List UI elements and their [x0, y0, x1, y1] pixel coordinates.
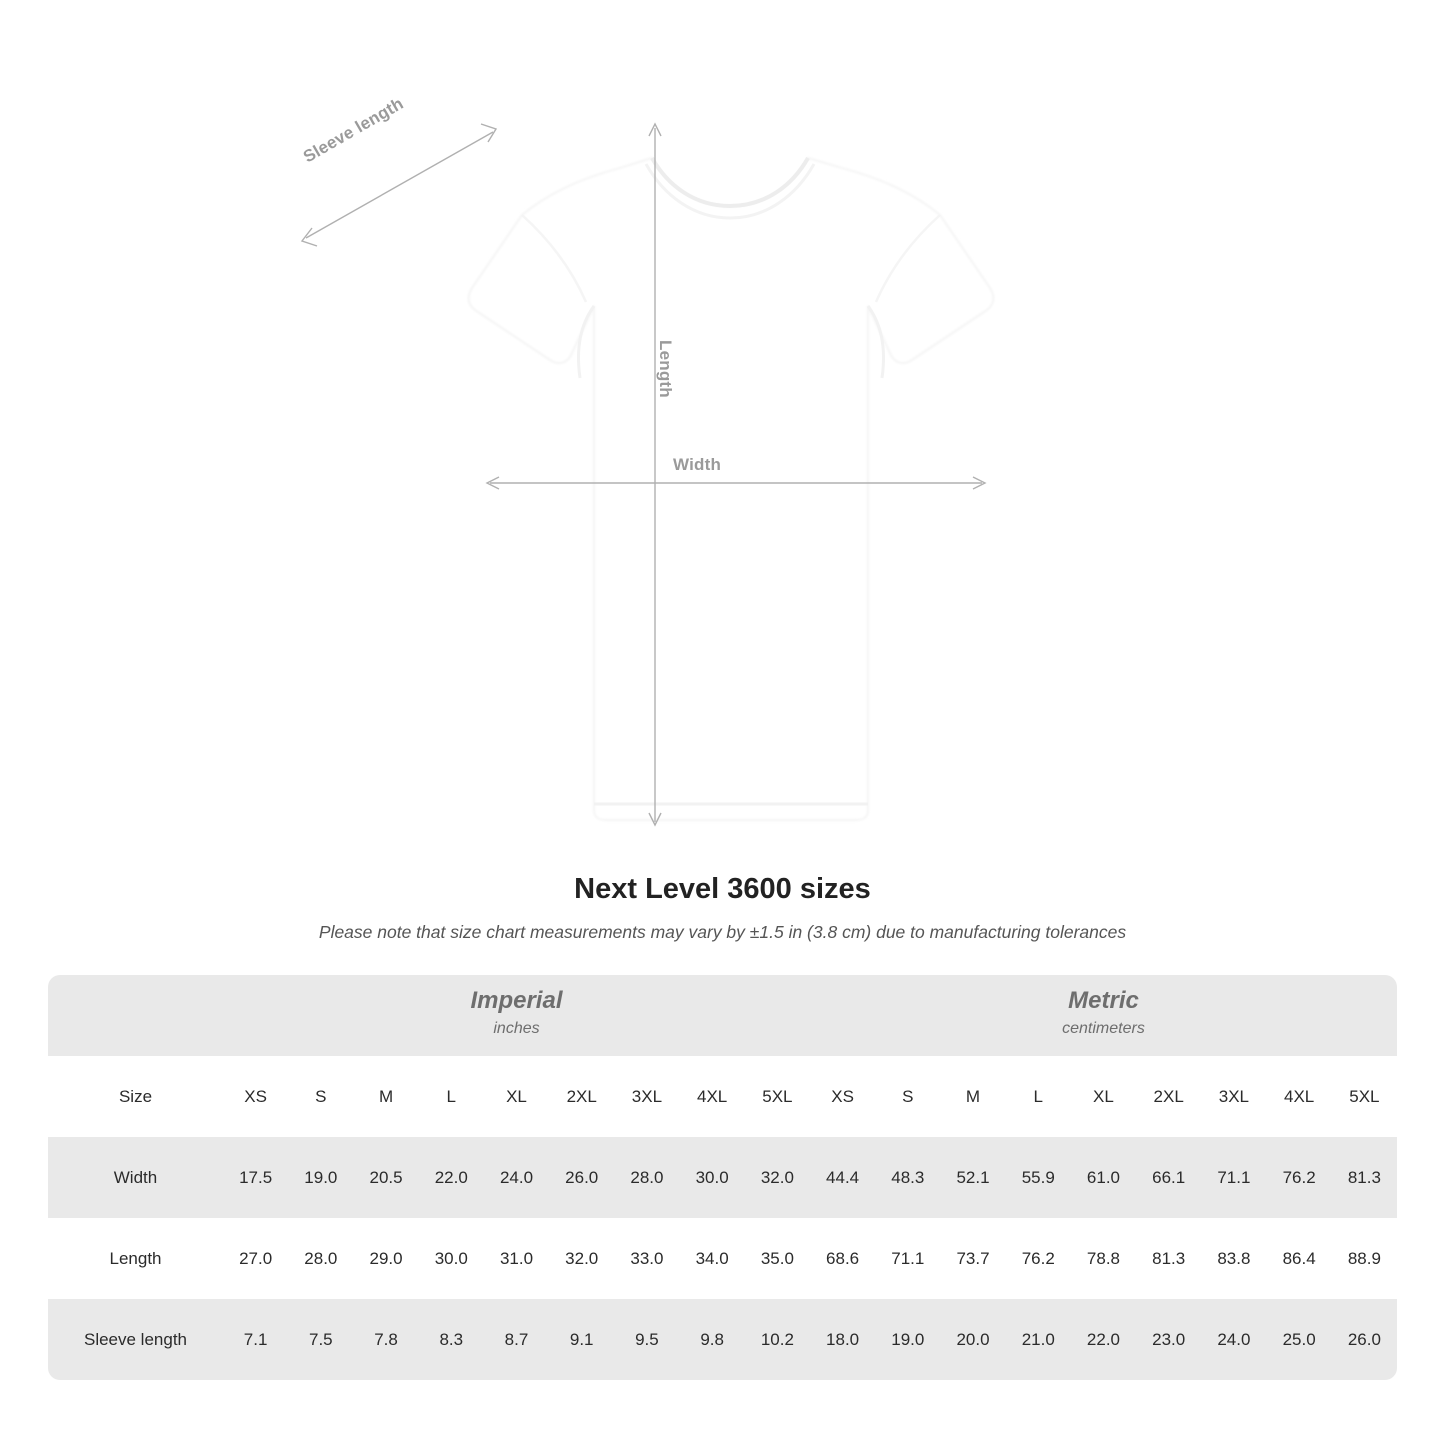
size-column-header: L — [1006, 1056, 1071, 1137]
table-cell: 17.5 — [223, 1137, 288, 1218]
table-cell: 7.8 — [353, 1299, 418, 1380]
table-cell: 19.0 — [875, 1299, 940, 1380]
size-column-header: 3XL — [1201, 1056, 1266, 1137]
table-cell: 83.8 — [1201, 1218, 1266, 1299]
shirt-illustration — [290, 110, 1160, 830]
table-cell: 30.0 — [680, 1137, 745, 1218]
unit-group-metric — [810, 975, 1397, 1056]
table-cell: 28.0 — [614, 1137, 679, 1218]
table-cell: 33.0 — [614, 1218, 679, 1299]
table-cell: 24.0 — [484, 1137, 549, 1218]
table-cell: 9.1 — [549, 1299, 614, 1380]
size-column-header: XS — [810, 1056, 875, 1137]
sleeve-length-label: Sleeve length — [300, 93, 407, 167]
length-label: Length — [656, 340, 675, 398]
table-cell: 20.5 — [353, 1137, 418, 1218]
size-table — [48, 975, 1397, 1380]
table-row — [48, 1137, 1397, 1218]
table-cell: 8.3 — [419, 1299, 484, 1380]
size-column-header: 4XL — [1267, 1056, 1332, 1137]
table-cell: 21.0 — [1006, 1299, 1071, 1380]
size-column-header: M — [940, 1056, 1005, 1137]
table-cell: 30.0 — [419, 1218, 484, 1299]
table-cell: 8.7 — [484, 1299, 549, 1380]
tshirt-outline — [469, 158, 994, 820]
table-cell: 73.7 — [940, 1218, 1005, 1299]
table-cell: 55.9 — [1006, 1137, 1071, 1218]
table-cell: 71.1 — [875, 1218, 940, 1299]
table-cell: 7.1 — [223, 1299, 288, 1380]
size-column-header: 4XL — [680, 1056, 745, 1137]
size-column-header: S — [288, 1056, 353, 1137]
size-column-header: M — [353, 1056, 418, 1137]
table-cell: 22.0 — [419, 1137, 484, 1218]
unit-unit-label: inches — [493, 1019, 540, 1037]
table-row — [48, 1218, 1397, 1299]
table-cell: 71.1 — [1201, 1137, 1266, 1218]
table-cell: 31.0 — [484, 1218, 549, 1299]
table-cell: 9.5 — [614, 1299, 679, 1380]
table-cell: 61.0 — [1071, 1137, 1136, 1218]
table-cell: 35.0 — [745, 1218, 810, 1299]
size-column-header: L — [419, 1056, 484, 1137]
unit-system-label: Metric — [1068, 987, 1139, 1015]
table-cell: 32.0 — [549, 1218, 614, 1299]
table-cell: 44.4 — [810, 1137, 875, 1218]
table-cell: 34.0 — [680, 1218, 745, 1299]
table-row — [48, 1299, 1397, 1380]
unit-header-row — [48, 975, 1397, 1056]
size-column-header: 2XL — [1136, 1056, 1201, 1137]
table-cell: 29.0 — [353, 1218, 418, 1299]
table-cell: 25.0 — [1267, 1299, 1332, 1380]
tshirt-graphic — [290, 110, 1160, 830]
row-label-length: Length — [48, 1218, 223, 1299]
table-cell: 76.2 — [1006, 1218, 1071, 1299]
table-cell: 9.8 — [680, 1299, 745, 1380]
table-cell: 52.1 — [940, 1137, 1005, 1218]
table-cell: 22.0 — [1071, 1299, 1136, 1380]
row-label-sleeve-length: Sleeve length — [48, 1299, 223, 1380]
size-column-header: 2XL — [549, 1056, 614, 1137]
table-cell: 68.6 — [810, 1218, 875, 1299]
size-table-container — [48, 975, 1397, 1380]
table-cell: 24.0 — [1201, 1299, 1266, 1380]
tolerance-note: Please note that size chart measurements may vary by ±1.5 in (3.8 cm) due to manufacturing tolerances — [318, 922, 1127, 942]
size-header-cell: Size — [48, 1056, 223, 1137]
table-cell: 18.0 — [810, 1299, 875, 1380]
table-cell: 66.1 — [1136, 1137, 1201, 1218]
table-cell: 27.0 — [223, 1218, 288, 1299]
row-label-width: Width — [48, 1137, 223, 1218]
unit-system-label: Imperial — [470, 987, 563, 1015]
size-column-header: 3XL — [614, 1056, 679, 1137]
table-cell: 81.3 — [1332, 1137, 1397, 1218]
table-cell: 26.0 — [1332, 1299, 1397, 1380]
size-column-header: 5XL — [745, 1056, 810, 1137]
unit-group-imperial — [223, 975, 810, 1056]
table-cell: 19.0 — [288, 1137, 353, 1218]
page-title: Next Level 3600 sizes — [574, 873, 871, 905]
table-cell: 7.5 — [288, 1299, 353, 1380]
table-cell: 23.0 — [1136, 1299, 1201, 1380]
table-cell: 20.0 — [940, 1299, 1005, 1380]
table-cell: 32.0 — [745, 1137, 810, 1218]
unit-header-corner — [48, 975, 223, 1056]
size-column-header: 5XL — [1332, 1056, 1397, 1137]
size-column-header: XL — [1071, 1056, 1136, 1137]
size-column-header: S — [875, 1056, 940, 1137]
table-cell: 88.9 — [1332, 1218, 1397, 1299]
unit-unit-label: centimeters — [1062, 1019, 1145, 1037]
table-cell: 48.3 — [875, 1137, 940, 1218]
size-header-row — [48, 1056, 1397, 1137]
table-cell: 10.2 — [745, 1299, 810, 1380]
table-cell: 81.3 — [1136, 1218, 1201, 1299]
size-column-header: XL — [484, 1056, 549, 1137]
table-cell: 28.0 — [288, 1218, 353, 1299]
width-label: Width — [673, 455, 722, 474]
table-cell: 26.0 — [549, 1137, 614, 1218]
table-cell: 76.2 — [1267, 1137, 1332, 1218]
table-cell: 86.4 — [1267, 1218, 1332, 1299]
size-column-header: XS — [223, 1056, 288, 1137]
table-cell: 78.8 — [1071, 1218, 1136, 1299]
